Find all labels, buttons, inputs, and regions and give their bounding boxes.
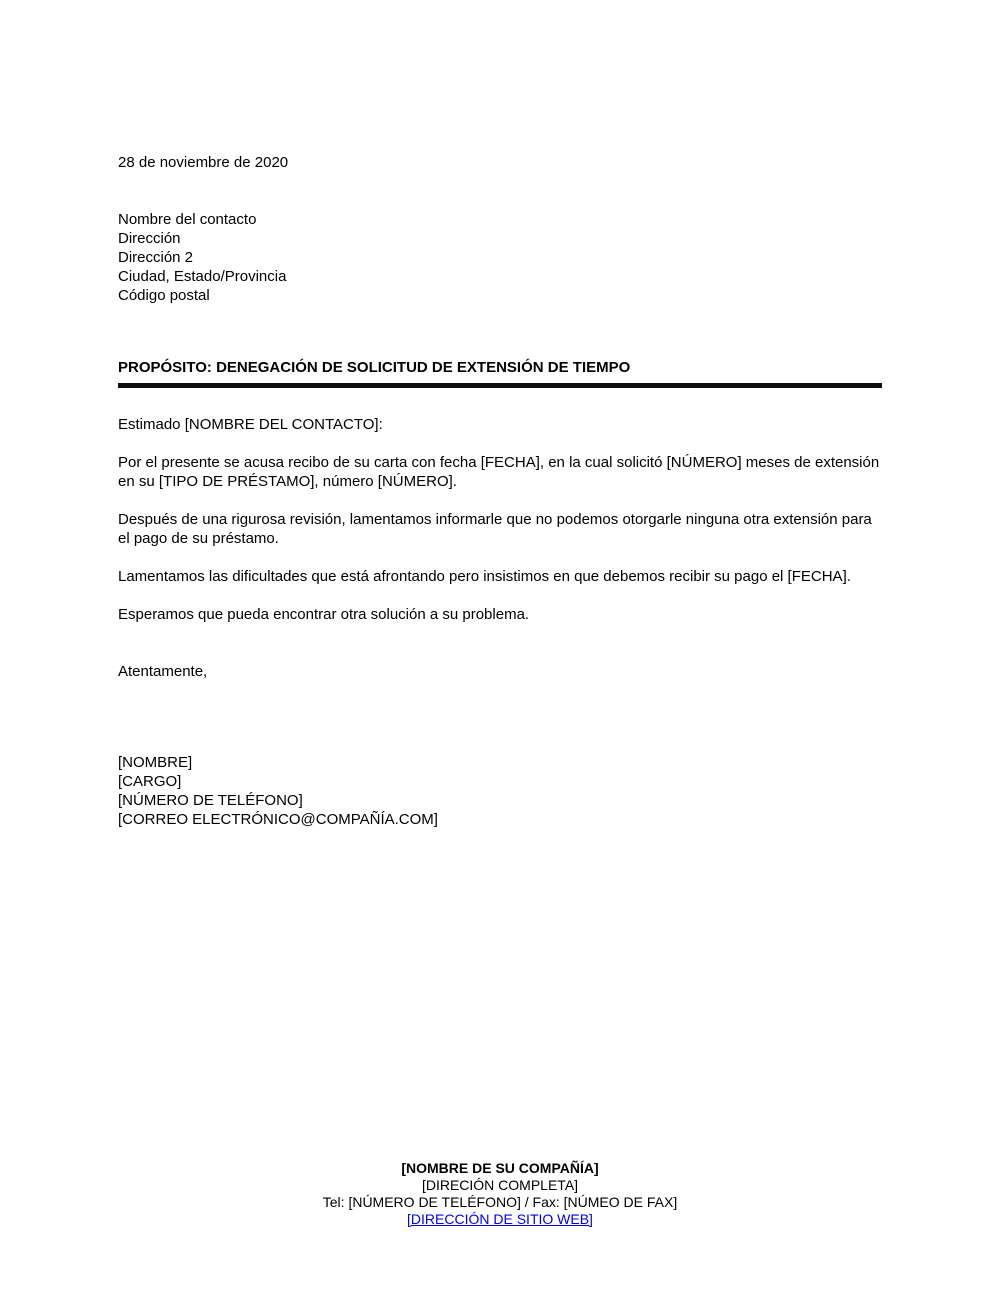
paragraph-4: Esperamos que pueda encontrar otra solución a su problema. [118,606,530,623]
salutation: Estimado [NOMBRE DEL CONTACTO]: [118,416,383,433]
footer-company-name: [NOMBRE DE SU COMPAÑÍA] [401,1160,599,1176]
signature-email: [CORREO ELECTRÓNICO@COMPAÑÍA.COM] [118,811,438,828]
closing: Atentamente, [118,663,208,680]
date-line: 28 de noviembre de 2020 [118,154,289,171]
recipient-address-1: Dirección [118,230,181,247]
recipient-name: Nombre del contacto [118,211,257,228]
paragraph-1: Por el presente se acusa recibo de su carta con fecha [FECHA], en la cual solicitó [NÚMERO] meses de extensión en su [TIPO DE PRÉSTAMO], número [NÚMERO]. [118,454,880,490]
recipient-block [118,210,882,305]
recipient-city-state: Ciudad, Estado/Provincia [118,268,287,285]
signature-title: [CARGO] [118,773,182,790]
website-link[interactable]: [DIRECCIÓN DE SITIO WEB] [407,1211,593,1227]
footer-tel-fax: Tel: [NÚMERO DE TELÉFONO] / Fax: [NÚMEO DE FAX] [322,1194,678,1210]
footer-website-line [0,1211,1000,1228]
subject-heading: PROPÓSITO: DENEGACIÓN DE SOLICITUD DE EXTENSIÓN DE TIEMPO [118,358,882,388]
signature-phone: [NÚMERO DE TELÉFONO] [118,792,303,809]
signature-block [118,753,882,829]
footer-address: [DIRECIÓN COMPLETA] [421,1177,579,1193]
recipient-address-2: Dirección 2 [118,249,194,266]
recipient-postal-code: Código postal [118,287,210,304]
signature-name: [NOMBRE] [118,754,193,771]
paragraph-3: Lamentamos las dificultades que está afrontando pero insistimos en que debemos recibir su pago el [FECHA]. [118,568,851,585]
footer [0,1160,1000,1228]
paragraph-2: Después de una rigurosa revisión, lamentamos informarle que no podemos otorgarle ninguna otra extensión para el pago de su préstamo. [118,511,872,547]
